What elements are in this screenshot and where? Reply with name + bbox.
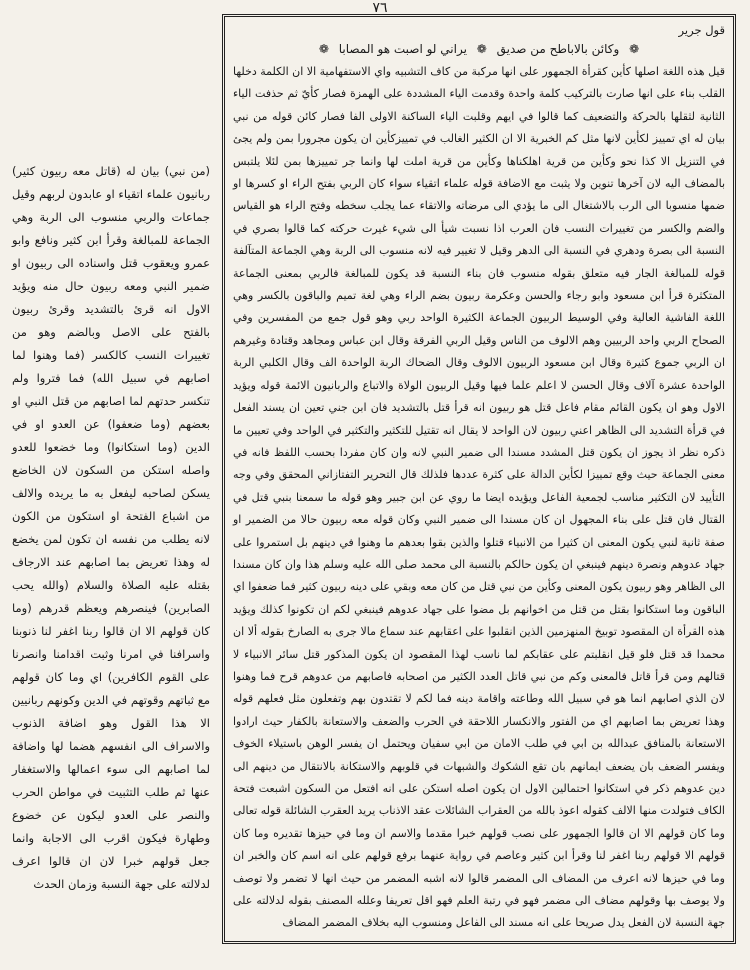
main-paragraph: قيل هذه اللغة اصلها كأين كقرأة الجمهور على انها مركبة من كاف التشبيه واي الاستفهامية الا ان الكلمة دخلها القلب بناء على انها صارت بالتركيب كلمة واحدة وقدمت الياء المشددة على الهمزة فصار كأيّ ثم حذفت الياء الثانية لثقلها بالحركة والتضعيف كما قالوا في ايهم وقلبت الياء الساكنة الاولى الفا فصار كائن [233,65,725,123]
verse-star: ❁ [476,42,487,56]
main-paragraph: فان قتل على بناء المجهول ان كان مسندا الى ضمير النبي وكان قوله معه ربيون حالا من الضمير او صفة ثانية لنبي يكون المعنى ان كثيرا من الانبياء قتلوا والذين بقوا بعدهم ما وهنوا في دينهم بل استمروا على جهاد عدوهم ونصرة دينهم فينبغي ان يكون حالكم بالنسبة الى محمد صلى الله عليه وسلم هذا وان كان مسندا الى الظاهر وهو ربيون يكون المعنى وكأين من نبي قتل من كان معه وبقي على دينه ربيون كثير فما ضعفوا اي الباقون وما استكانوا بقتل من قتل من اخوانهم بل مضوا على جهاد عدوهم فينبغي لكم ان تكونوا كذلك ويؤيد هذه القرأة ان المقصود توبيخ المنهزمين الذين انقلبوا على اعقابهم عند سماع مالا جرى به الصارخ بقوله ألا ان محمدا قد قتل فلو قيل انقلبتم على عقابكم لما ناسب لهذا المقصود ان يكون المذكور قتل سائر الانبياء لا قتالهم ومن قرأ قاتل فالمعنى وكم من نبي قاتل العدد الكثير من اصحابه فاصابهم من عدوهم قرح فما وهنوا لان الذي اصابهم انما هو في سبيل الله وطاعته واقامة دينه فما لكم لا تقتدون بهم وتفعلون مثل فعلهم [233,513,725,706]
verse-hemistich-2: يراني لو اصبت هو المصابا [338,42,467,56]
main-text-frame [222,14,736,944]
margin-commentary [12,160,210,891]
poetry-verse [233,39,725,59]
main-paragraph: قوله وهذا تعريض بما اصابهم اي من الفتور والانكسار اللاحقة في الحرب والضعف والاستعانة بالكفار حيث ارادوا الاستعانة بالمنافق عبدالله بن ابي في طلب الامان من ابي سفيان ويحتمل ان يفسر الوهن باستيلاء الخوف ويفسر الضعف بان يضعف ايمانهم بان تقع الشكوك والشبهات في قلوبهم والاستكانة بالانتقال من دينهم الى دين عدوهم ذكر في استكانوا احتمالين الاول ان يكون اصله استكن على انه افتعل من السكون اشبعت فتحة الكاف فتولدت منها الالف كقوله اعوذ بالله من العقراب الشائلات عقد الاذناب يريد العقرب الشائلة [233,692,725,818]
main-commentary [233,61,725,935]
main-paragraph: قوله ويؤيد الاول وهو ان يكون القائم مقام فاعل قتل هو ربيون انه قرأ قتل بالتشديد فان ابن جني تعين ان يسند الفعل في قرأة التشديد الى الظاهر اعني ربيون لان الواحد لا يقال انه تقتيل للتكثير والتكثير في الواحد وفي تعيين ما ذكره نظر اذ يجوز ان يكون قتل المشدد مسندا الى ضمير النبي لانه وان كان مفردا بحسب اللفظ فانه في معنى الجماعة حيث وقع تمييزا لكأين الدالة على كثرة عددها فلذلك قال التحرير التفتازاني المحقق وفي وجه التأييد لان التكثير مناسب لجمعية الفاعل ويؤيده ايضا ما روي عن ابن جبير وهو قوله ما سمعنا بنبي قتل في القتال [233,378,725,527]
verse-star: ❁ [629,42,640,56]
page-number: ٧٦ [372,0,388,16]
header-label: قول جرير [678,23,725,37]
margin-text: (من نبي) بيان له (قاتل معه ربيون كثير) ربانيون علماء اتقياء او عابدون لربهم وقيل جماعات والربي منسوب الى الربة وهي الجماعة للمبالغة وقرأ ابن كثير ونافع وابو عمرو ويعقوب قتل واسناده الى ربيون او ضمير النبي ومعه ربيون حال منه ويؤيد الاول انه قرئ بالتشديد وقرئ ربيون بالفتح على الاصل وبالضم وهو من تغييرات النسب كالكسر (فما وهنوا لما اصابهم في سبيل الله) فما فتروا ولم تنكسر حدتهم لما اصابهم من قتل النبي او بعضهم (وما ضعفوا) عن العدو او في الدين (وما استكانوا) وما خضعوا للعدو واصله استكن من السكون لان الخاضع يسكن لصاحبه ليفعل به ما يريده والالف من اشباع الفتحة او استكون من الكون لانه يطلب من نفسه ان تكون لمن يخضع له وهذا تعريض بما اصابهم عند الارجاف بقتله عليه الصلاة والسلام (والله يحب الصابرين) فينصرهم ويعظم قدرهم (وما كان قولهم الا ان قالوا ربنا اغفر لنا ذنوبنا واسرافنا في امرنا وثبت اقدامنا وانصرنا على القوم الكافرين) اي وما كان قولهم مع ثباتهم وقوتهم في الدين وكونهم ربانيين الا هذا القول وهو اضافة الذنوب والاسراف الى انفسهم هضما لها واضافة لما اصابهم الى سوء اعمالها والاستغفار عنها ثم طلب التثبيت في مواطن الحرب والنصر على العدو ليكون عن خضوع وطهارة فيكون اقرب الى الاجابة وانما جعل قولهم خبرا لان ان قالوا اعرف لدلالته على جهة النسبة وزمان الحدث [12,164,210,891]
main-paragraph: قوله للمبالغة الجار فيه متعلق بقوله منسوب فان بناء النسبة قد يكون للمبالغة فالربي بمعنى الجماعة المتكثرة قرأ ابن مسعود وابو رجاء والحسن وعكرمة ربيون بضم الراء وهي لغة تميم والباقون بالكسر وهي اللغة الفاشية العالية وفي الوسيط الربيون الجماعة الكثيرة الواحد ربي وهو قول جمع من المفسرين وفي الصحاح الربي واحد الربيين وهم الالوف من الناس وقيل الربي الفرقة وقال ابن عباس ومجاهد وقتادة وغيرهم ان الربي جموع كثيرة وقال ابن مسعود الربيون الالوف وقال الضحاك الربة الواحدة الف وقال الكلبي الربة الواحدة عشرة آلاف وقال الحسن لا اعلم علما فيها وقيل الربيون الولاة والاتباع والربانيون الائمة [233,266,726,392]
verse-star: ❁ [318,42,329,56]
main-paragraph: قوله تعالى وما كان قولهم الا ان قالوا الجمهور على نصب قولهم خبرا مقدما والاسم ان وما في حيزها تقديره وما كان قولهم الا قولهم ربنا اغفر لنا وقرأ ابن كثير وعاصم في رواية عنهما برفع قولهم على انه اسم كان والخبر ان وما في حيزها لانه اعرف من المضاف الى المضمر قالوا لانه اشبه المضمر من حيث انها لا تضمر ولا توصف ولا يوصف بها وقولهم مضاف الى مضمر فهو في رتبة العلم فهو اقل تعريفا وعلله المصنف بقوله لدلالته على جهة النسبة لان الفعل يدل صريحا على انه مسند الى الفاعل ومنسوب اليه بخلاف المضمر المضاف [233,804,725,930]
main-paragraph: قوله من نبي بيان له اي تمييز لكأين لانها مثل كم الخبرية الا ان الكثير الغالب في تمييزكأين ان يكون مجرورا بمن ولم يجئ في التنزيل الا كذا نحو وكأين من قرية اهلكناها وكأين من قرية املت لها وانما جر تمييزها بمن لئلا يلتبس بالمضاف اليه لان آخرها تنوين ولا يثبت مع الاضافة [233,109,726,191]
verse-hemistich-1: وكائن بالاباطح من صديق [496,42,620,56]
main-paragraph: قوله علماء اتقياء سواء كان الربي بفتح الراء او كسرها او ضمها منسوبا الى الرب بالاشتغال الى ما يؤدي الى مرضاته والاتقاء عما يجلب سخطه وفتح الراء هو القياس والضم والكسر من تغييرات النسب فان العرب اذا نسبت شيأ الى شيء غيرت حركته كما قالوا بصري في النسبة الى بصرة ودهري في النسبة الى الدهر وقيل لا تغيير فيه لانه منسوب الى الربة وهي الجماعة المتآلفة [233,177,725,258]
